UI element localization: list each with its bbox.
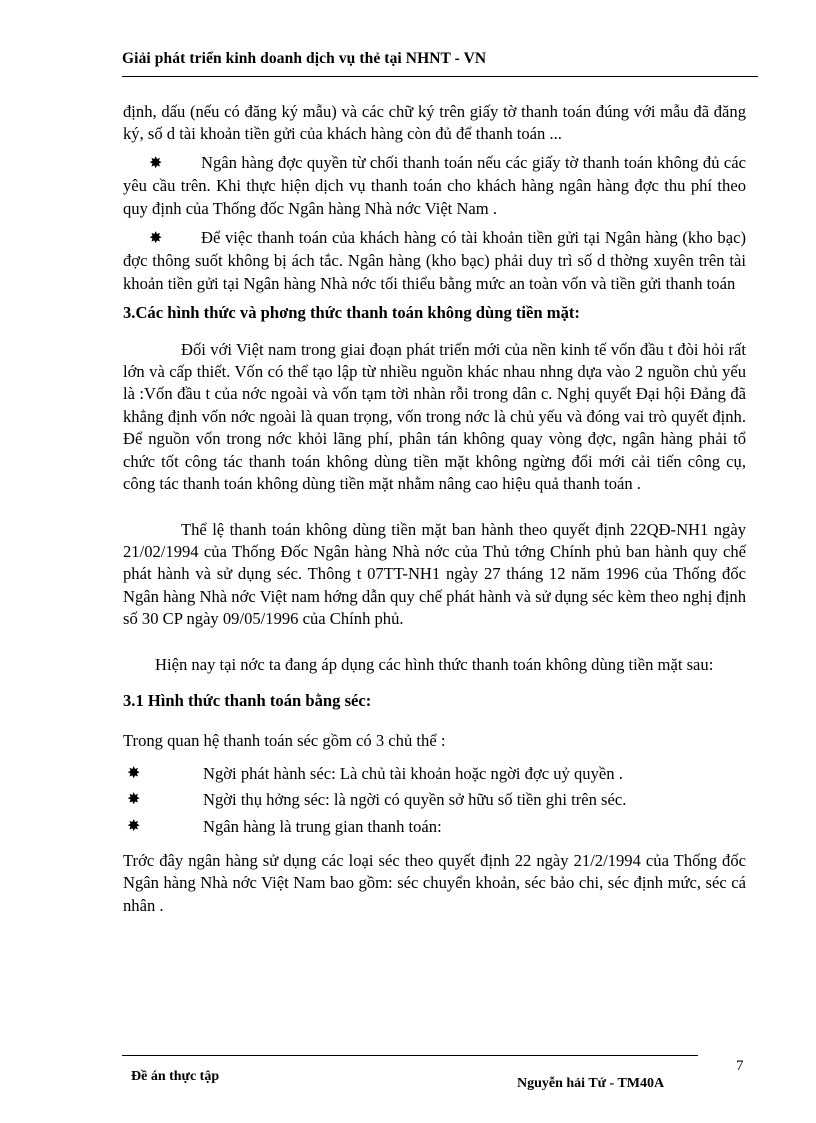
paragraph: Đối với Việt nam trong giai đoạn phát triển mới của nền kinh tế vốn đầu t đòi hỏi rất lớn và cấp thiết. Vốn có thể tạo lập từ nhiều nguồn khác nhau nhng dựa vào 2 nguồn chủ yếu là :Vốn đầu t của nớc ngoài và vốn tạm tời nhàn rỗi trong dân c. Nghị quyết Đại hội Đảng đã khẳng định vốn nớc ngoài là quan trọng, vốn trong nớc là chủ yếu và đóng vai trò quyết định. Để nguồn vốn trong nớc khỏi lãng phí, phân tán không quay vòng đợc, ngân hàng phải tổ chức tốt công tác thanh toán không dùng tiền mặt không ngừng đổi mới cải tiến công cụ, công tác thanh toán không dùng tiền mặt nhằm nâng cao hiệu quả thanh toán . <box>123 339 746 494</box>
section-heading: 3.Các hình thức và phơng thức thanh toán không dùng tiền mặt: <box>123 303 580 323</box>
header-divider <box>122 76 758 77</box>
asterisk-bullet-icon: ✸ <box>127 764 141 782</box>
list-item <box>123 816 746 838</box>
asterisk-bullet-icon: ✸ <box>127 791 141 809</box>
bullet-paragraph-text: Để việc thanh toán của khách hàng có tài khoản tiền gửi tại Ngân hàng (kho bạc) đợc thông suốt không bị ách tắc. Ngân hàng (kho bạc) phải duy trì số d thờng xuyên trên tài khoản tiền gửi tại Ngân hàng Nhà nớc tối thiểu bằng mức an toàn vốn và tiền gửi thanh toán <box>123 228 746 293</box>
asterisk-bullet-icon: ✸ <box>149 154 163 172</box>
bullet-paragraph <box>123 152 746 220</box>
list-item-text: Ngời phát hành séc: Là chủ tài khoản hoặc ngời đợc uỷ quyền . <box>203 763 623 783</box>
list-item-text: Ngời thụ hởng séc: là ngời có quyền sở hữu số tiền ghi trên séc. <box>203 790 627 810</box>
bullet-paragraph-text: Ngân hàng đợc quyền từ chối thanh toán nếu các giấy tờ thanh toán không đủ các yêu cầu trên. Khi thực hiện dịch vụ thanh toán cho khách hàng ngân hàng đợc thu phí theo quy định của Thống đốc Ngân hàng Nhà nớc Việt Nam . <box>123 152 746 218</box>
list-item <box>123 789 746 811</box>
page-number: 7 <box>736 1058 744 1074</box>
list-item-text: Ngân hàng là trung gian thanh toán: <box>203 816 442 836</box>
running-header: Giải phát triển kinh doanh dịch vụ thẻ tại NHNT - VN <box>122 50 487 67</box>
asterisk-bullet-icon: ✸ <box>149 230 163 248</box>
footer-left: Đề án thực tập <box>131 1069 220 1084</box>
footer-author: Nguyễn hải Tứ - TM40A <box>517 1076 665 1091</box>
footer-divider <box>122 1055 698 1056</box>
paragraph-continued: định, dấu (nếu có đăng ký mẫu) và các chữ ký trên giấy tờ thanh toán đúng với mẫu đã đăng ký, số d tài khoản tiền gửi của khách hàng còn đủ để thanh toán ... <box>123 102 746 144</box>
asterisk-bullet-icon: ✸ <box>127 817 141 835</box>
paragraph: Trớc đây ngân hàng sử dụng các loại séc theo quyết định 22 ngày 21/2/1994 của Thống đốc Ngân hàng Nhà nớc Việt Nam bao gồm: séc chuyển khoản, séc bảo chi, séc định mức, séc cá nhân . <box>123 850 746 915</box>
bullet-paragraph <box>123 227 746 295</box>
paragraph: Thể lệ thanh toán không dùng tiền mặt ban hành theo quyết định 22QĐ-NH1 ngày 21/02/1994 của Thống Đốc Ngân hàng Nhà nớc của Thủ tớng Chính phủ ban hành quy chế phát hành và sử dụng séc. Thông t 07TT-NH1 ngày 27 tháng 12 năm 1996 của Thống đốc Ngân hàng Nhà nớc Việt nam hớng dẫn quy chế phát hành và sử dụng séc kèm theo nghị định số 30 CP ngày 09/05/1996 của Chính phủ. <box>123 519 746 629</box>
page-body <box>123 101 746 917</box>
subsection-heading: 3.1 Hình thức thanh toán bằng séc: <box>123 690 372 710</box>
paragraph: Trong quan hệ thanh toán séc gồm có 3 chủ thể : <box>123 731 446 751</box>
paragraph: Hiện nay tại nớc ta đang áp dụng các hình thức thanh toán không dùng tiền mặt sau: <box>155 654 714 674</box>
list-item <box>123 763 746 785</box>
